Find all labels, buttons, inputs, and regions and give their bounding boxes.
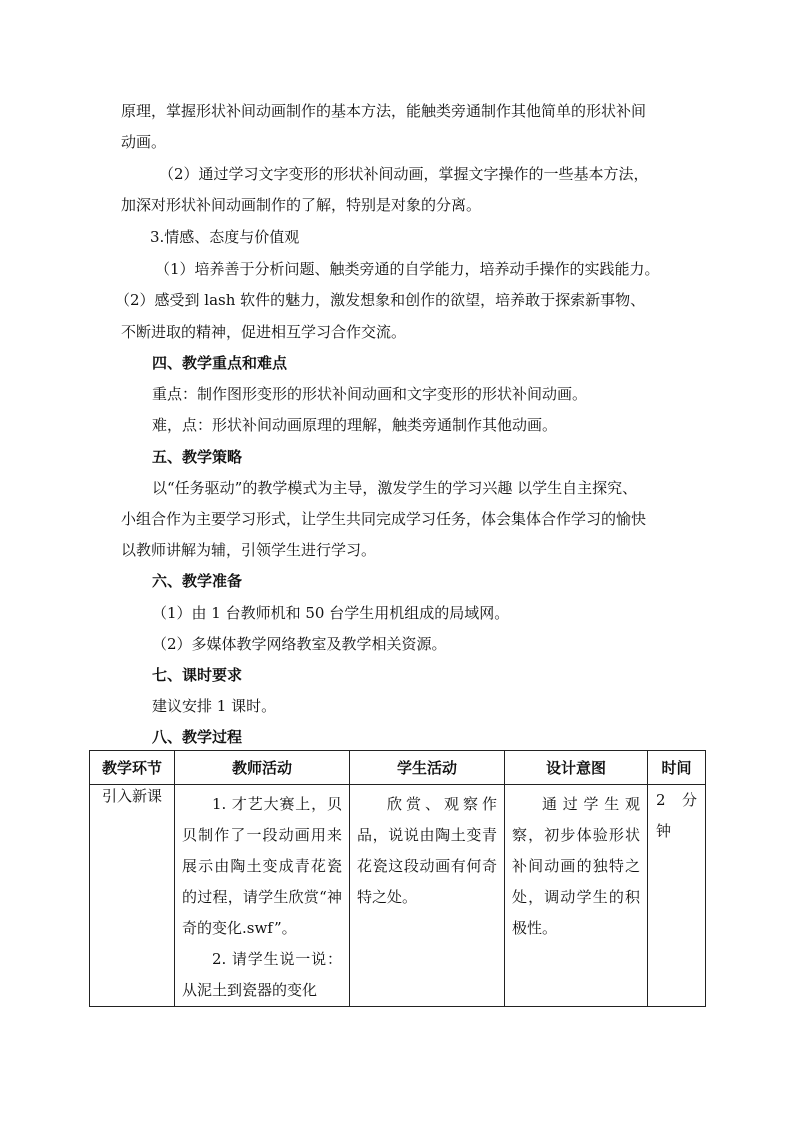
paragraph-line-12: 小组合作为主要学习形式，让学生共同完成学习任务，体会集体合作学习的愉快 [121,510,647,528]
cell-design-intent [505,785,648,1007]
paragraph-line-6: （1）培养善于分析问题、触类旁通的自学能力，培养动手操作的实践能力。 [155,260,660,278]
section-heading-5: 五、教学策略 [152,448,243,466]
design-intent-text: 通过学生观察，初步体验形状补间动画的独特之处，调动学生的积极性。 [512,795,640,937]
paragraph-line-10: 难，点：形状补间动画原理的理解，触类旁通制作其他动画。 [152,416,558,434]
paragraph-line-11: 以“任务驱动”的教学模式为主导，激发学生的学习兴趣 以学生自主探究、 [152,479,638,497]
paragraph-line-1: 原理，掌握形状补间动画制作的基本方法，能触类旁通制作其他简单的形状补间 [121,102,647,120]
paragraph-line-2: 动画。 [121,133,167,151]
paragraph-line-9: 重点：制作图形变形的形状补间动画和文字变形的形状补间动画。 [152,385,588,403]
section-heading-7: 七、课时要求 [152,666,243,684]
cell-student-activity [350,785,505,1007]
paragraph-line-16: 建议安排 1 课时。 [152,697,277,715]
paragraph-line-13: 以教师讲解为辅，引领学生进行学习。 [121,541,377,559]
paragraph-line-7: （2）感受到 lash 软件的魅力，激发想象和创作的欲望，培养敢于探索新事物、 [115,291,646,309]
paragraph-line-14: （1）由 1 台教师机和 50 台学生用机组成的局域网。 [152,604,510,622]
section-heading-6: 六、教学准备 [152,572,243,590]
table-header-row [90,751,706,785]
paragraph-line-8: 不断进取的精神，促进相互学习合作交流。 [121,323,407,341]
cell-stage [90,785,175,1007]
header-student-activity: 学生活动 [350,751,505,785]
table-row [90,785,706,1007]
header-time: 时间 [648,751,706,785]
section-heading-4: 四、教学重点和难点 [152,354,288,372]
paragraph-line-4: 加深对形状补间动画制作的了解，特别是对象的分离。 [121,196,482,214]
stage-text: 引入新课 [101,787,162,805]
header-stage: 教学环节 [90,751,175,785]
teaching-process-table [89,750,706,1007]
paragraph-line-3: （2）通过学习文字变形的形状补间动画，掌握文字操作的一些基本方法， [159,165,649,183]
section-heading-8: 八、教学过程 [152,728,243,746]
cell-teacher-activity [175,785,350,1007]
teacher-activity-step-2: 2. 请学生说一说：从泥土到瓷器的变化 [182,950,342,999]
paragraph-line-15: （2）多媒体教学网络教室及教学相关资源。 [152,635,447,653]
teacher-activity-step-1: 1. 才艺大赛上，贝贝制作了一段动画用来展示由陶土变成青花瓷的过程，请学生欣赏“神奇的变化.swf”。 [182,795,342,937]
header-teacher-activity: 教师活动 [175,751,350,785]
student-activity-text: 欣赏、观察作品，说说由陶土变青花瓷这段动画有何奇特之处。 [357,795,497,906]
cell-time [648,785,706,1007]
header-design-intent: 设计意图 [505,751,648,785]
subheading-emotion: 3.情感、态度与价值观 [150,228,300,246]
time-text: 2 分钟 [656,791,697,840]
